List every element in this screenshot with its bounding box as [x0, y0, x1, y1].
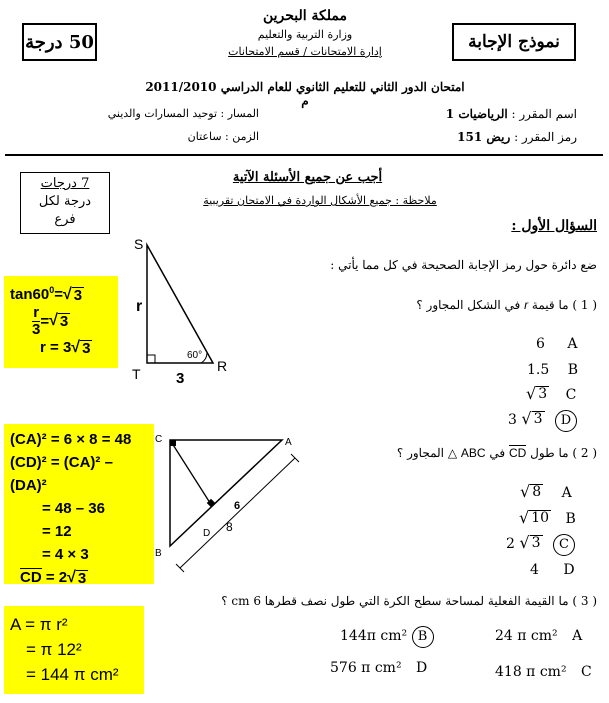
triangle-icon: △: [447, 446, 458, 460]
course-name: الرياضيات 1: [445, 107, 508, 121]
q3-option-d[interactable]: [330, 660, 427, 676]
ministry-name: وزارة التربية والتعليم: [257, 28, 353, 41]
q1-option-c-letter: C: [565, 387, 577, 403]
course-code-row: [457, 130, 577, 144]
marks-line1: 7 درجات: [40, 176, 90, 191]
q2-suffix: المجاور ؟: [396, 446, 445, 460]
fig2-label-a: A: [285, 437, 292, 448]
course-name-row: [446, 107, 577, 121]
question1-instruction: ضع دائرة حول رمز الإجابة الصحيحة في كل مما يأتي :: [330, 258, 597, 272]
q2-segment: CD: [509, 446, 527, 460]
work2-line3: = 48 – 36: [42, 500, 105, 517]
q2-triangle: ABC: [460, 446, 486, 460]
q2-prefix: ( 2 ) ما طول: [530, 446, 597, 460]
instructions-note: ملاحظة : جميع الأشكال الواردة في الامتحان تقريبية: [203, 194, 437, 207]
answer-model-label: نموذج الإجابة: [468, 32, 560, 52]
fig1-label-t: T: [132, 366, 141, 382]
work2-line2: (CD)² = (CA)² – (DA)²: [10, 454, 113, 494]
time-label: الزمن : ساعتان: [187, 130, 259, 143]
q2-option-a[interactable]: [520, 484, 572, 501]
q3-option-c-letter: C: [581, 664, 592, 680]
q2-option-c-coef: 2: [506, 536, 515, 552]
work1-line2: r 3 = √ 3: [32, 304, 69, 338]
work2-line6: CD = 2 √ 3: [20, 569, 87, 587]
q2-option-b-letter: B: [565, 511, 576, 527]
q1-var: r: [524, 298, 529, 312]
course-code: ريض 151: [457, 130, 511, 144]
q1-option-b[interactable]: [527, 362, 578, 378]
marks-box: [20, 172, 110, 234]
course-code-label: رمز المقرر :: [514, 130, 577, 144]
q2-mid: في: [489, 446, 506, 460]
fig2-label-d: D: [203, 528, 211, 539]
fig1-label-r-vertex: R: [217, 358, 228, 374]
q2-option-a-letter: A: [561, 485, 572, 501]
q2-option-b-radical: √ 10: [519, 508, 550, 527]
q2-option-c-radical: √ 3: [519, 533, 541, 552]
marks-line2: درجة لكل: [38, 194, 92, 209]
q3-option-b[interactable]: [340, 626, 434, 648]
work3-line1: A = π r²: [10, 615, 68, 634]
q1-text: [416, 298, 597, 312]
q1-option-a[interactable]: [536, 336, 578, 352]
answer-model-box: [452, 23, 576, 61]
work-box-1: [4, 276, 118, 368]
marks-line3: فرع: [54, 212, 76, 227]
q2-text: [397, 446, 597, 460]
q2-option-a-radical: √ 8: [520, 482, 542, 501]
work1-line3: r = 3 √ 3: [40, 339, 91, 357]
q3-option-d-letter: D: [416, 660, 428, 676]
q3-option-a[interactable]: [495, 628, 582, 644]
fig1-label-angle: 60°: [187, 350, 203, 361]
q3-option-a-value: 24 π cm²: [495, 628, 558, 644]
fig1-label-base: 3: [176, 370, 185, 387]
q1-prefix: ( 1 ) ما قيمة: [531, 298, 597, 312]
q1-option-d-letter-circled: D: [555, 410, 577, 432]
total-marks-box: [22, 23, 97, 61]
work-box-2: [4, 424, 154, 587]
figure-triangle-abc: [150, 428, 300, 583]
exam-title: امتحان الدور الثاني للتعليم الثانوي للعام الدراسي 2011/2010 م: [145, 80, 465, 108]
q1-suffix: في الشكل المجاور ؟: [416, 298, 521, 312]
work2-line5: = 4 × 3: [42, 546, 89, 563]
track-label: المسار : توحيد المسارات والديني: [107, 107, 259, 120]
q3-text: ( 3 ) ما القيمة الفعلية لمساحة سطح الكرة التي طول نصف قطرها 6 cm ؟: [221, 594, 597, 608]
q1-option-c[interactable]: [526, 386, 576, 403]
total-marks: 50 درجة: [25, 31, 94, 53]
header-divider: [5, 154, 603, 156]
q2-option-d[interactable]: [530, 562, 575, 578]
q3-option-c[interactable]: [495, 664, 592, 680]
fig1-label-r-side: r: [136, 298, 143, 315]
q1-option-a-value: 6: [536, 336, 545, 352]
q2-option-c-letter-circled: C: [553, 534, 575, 556]
kingdom-title: مملكة البحرين: [262, 8, 348, 24]
course-name-label: اسم المقرر :: [511, 107, 577, 121]
q1-option-a-letter: A: [567, 336, 578, 352]
q1-option-d[interactable]: [508, 410, 577, 432]
q1-option-d-radical: √ 3: [521, 409, 543, 428]
q1-option-d-coef: 3: [508, 412, 517, 428]
directorate-name: إدارة الامتحانات / قسم الامتحانات: [228, 45, 382, 58]
q2-option-c[interactable]: [506, 534, 575, 556]
q1-option-b-value: 1.5: [527, 362, 550, 378]
q2-option-b[interactable]: [519, 510, 576, 527]
work-box-3: [4, 606, 144, 694]
q3-option-b-value: 144π cm²: [340, 628, 408, 644]
q2-option-d-letter: D: [563, 562, 575, 578]
fig2-label-c: C: [155, 434, 163, 445]
fig2-label-8: 8: [226, 520, 233, 534]
work3-line3: = 144 π cm²: [26, 665, 119, 684]
work2-line1: (CA)² = 6 × 8 = 48: [10, 431, 132, 448]
fig2-label-6: 6: [234, 500, 241, 512]
work1-line1: $\tan 60^0=$ √ 3: [10, 285, 83, 304]
q3-option-b-letter-circled: B: [412, 626, 434, 648]
question1-title: السؤال الأول :: [511, 218, 597, 234]
q2-option-d-value: 4: [530, 562, 539, 578]
work2-line4: = 12: [42, 523, 72, 540]
q3-option-a-letter: A: [572, 628, 583, 644]
q1-option-b-letter: B: [567, 362, 579, 378]
q1-option-c-radical: √ 3: [526, 384, 548, 403]
q3-option-d-value: 576 π cm²: [330, 660, 402, 676]
fig1-label-s: S: [134, 236, 144, 252]
work3-line2: = π 12²: [26, 640, 82, 659]
instructions-title: أجب عن جميع الأسئلة الآتية: [232, 170, 383, 185]
fig2-label-b: B: [155, 548, 162, 559]
q3-option-c-value: 418 π cm²: [495, 664, 567, 680]
